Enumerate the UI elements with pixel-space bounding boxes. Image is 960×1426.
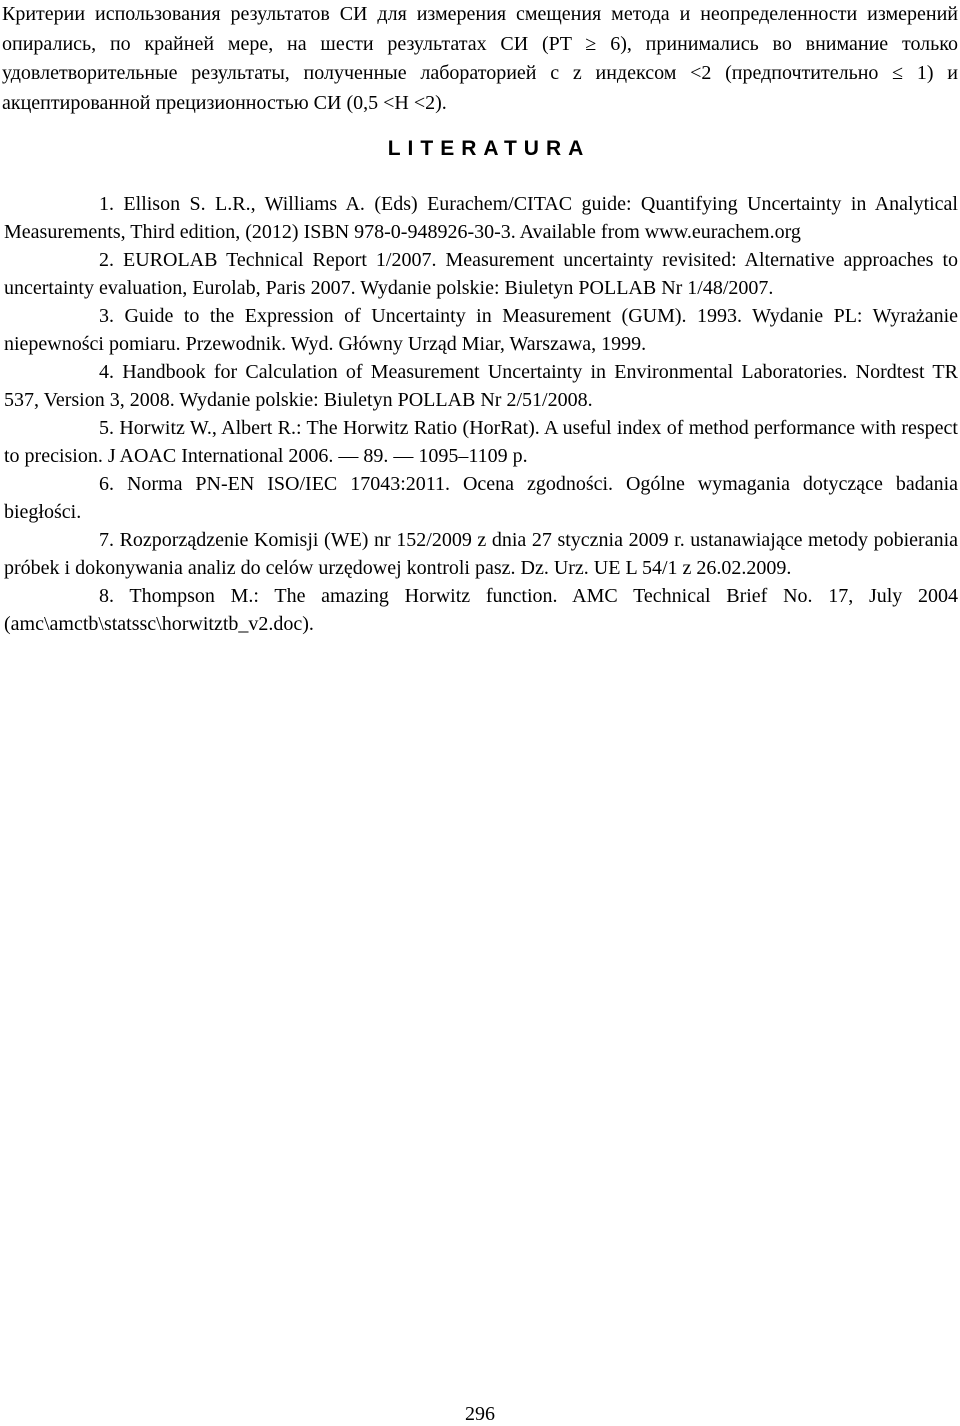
reference-item	[4, 582, 958, 638]
references-heading: LITERATURA	[387, 137, 591, 160]
reference-item	[4, 190, 958, 246]
reference-number: 2.	[99, 249, 114, 271]
reference-item	[4, 246, 958, 302]
reference-list	[4, 190, 958, 638]
reference-text: EUROLAB Technical Report 1/2007. Measurement uncertainty revisited: Alternative approaches to uncertainty evaluation, Eurolab, Paris 2007. Wydanie polskie: Biuletyn POLLAB Nr 1/48/2007.	[4, 249, 958, 299]
reference-number: 5.	[99, 417, 114, 439]
reference-item	[4, 414, 958, 470]
reference-item	[4, 358, 958, 414]
reference-number: 3.	[99, 305, 114, 327]
reference-item	[4, 470, 958, 526]
reference-text: Thompson M.: The amazing Horwitz function. AMC Technical Brief No. 17, July 2004 (amc\amctb\statssc\horwitztb_v2.doc).	[4, 585, 959, 635]
reference-text: Norma PN-EN ISO/IEC 17043:2011. Ocena zgodności. Ogólne wymagania dotyczące badania biegłości.	[4, 473, 959, 523]
page-number: 296	[465, 1403, 495, 1425]
reference-number: 8.	[99, 585, 114, 607]
reference-number: 7.	[99, 529, 114, 551]
reference-text: Rozporządzenie Komisji (WE) nr 152/2009 z dnia 27 stycznia 2009 r. ustanawiające metody pobierania próbek i dokonywania analiz do celów urzędowej kontroli pasz. Dz. Urz. UE L 54/1 z 26.02.2009.	[4, 529, 959, 579]
reference-number: 6.	[99, 473, 114, 495]
reference-text: Guide to the Expression of Uncertainty in Measurement (GUM). 1993. Wydanie PL: Wyrażanie niepewności pomiaru. Przewodnik. Wyd. Główny Urząd Miar, Warszawa, 1999.	[4, 305, 959, 355]
reference-text: Horwitz W., Albert R.: The Horwitz Ratio (HorRat). A useful index of method performance with respect to precision. J AOAC International 2006. — 89. — 1095–1109 p.	[4, 417, 958, 467]
reference-item	[4, 302, 958, 358]
reference-text: Handbook for Calculation of Measurement Uncertainty in Environmental Laboratories. Nordtest TR 537, Version 3, 2008. Wydanie polskie: Biuletyn POLLAB Nr 2/51/2008.	[4, 361, 958, 411]
intro-paragraph: Критерии использования результатов СИ для измерения смещения метода и неопределенности измерений опирались, по крайней мере, на шести результатах СИ (PT ≥ 6), принимались во внимание только удовлетворительные результаты, полученные лабораторией с z индексом <2 (предпочтительно ≤ 1) и акцептированной прецизионностью СИ (0,5 <H <2).	[2, 3, 958, 114]
reference-item	[4, 526, 958, 582]
reference-number: 4.	[99, 361, 114, 383]
reference-number: 1.	[99, 193, 114, 215]
reference-text: Ellison S. L.R., Williams A. (Eds) Eurachem/CITAC guide: Quantifying Uncertainty in Analytical Measurements, Third edition, (2012) ISBN 978-0-948926-30-3. Available from www.eurachem.org	[4, 193, 958, 243]
